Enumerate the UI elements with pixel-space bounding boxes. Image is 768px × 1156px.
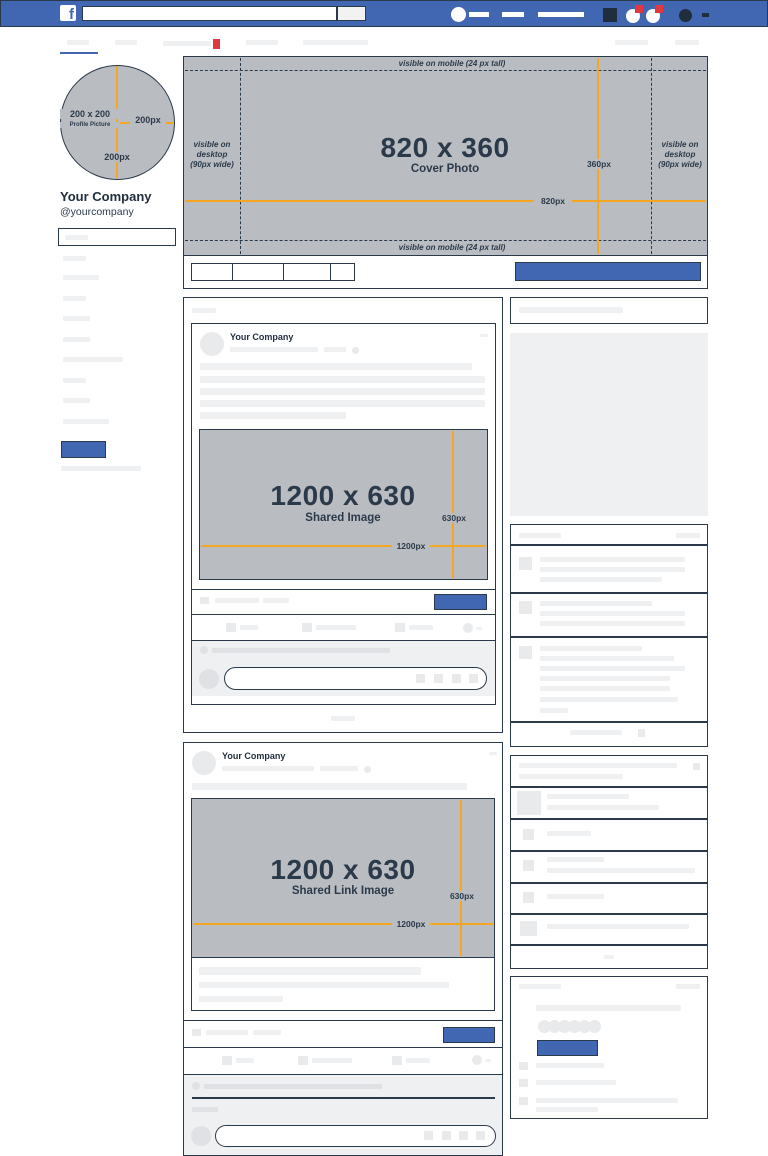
previous-comment [204,1084,382,1089]
camera-icon[interactable] [434,674,443,683]
profile-height-label: 200px [99,152,135,162]
post-avatar[interactable] [192,751,216,775]
boost-post-button[interactable] [434,594,487,610]
left-nav-item[interactable] [63,357,123,362]
card-text [540,697,678,702]
card-text [540,567,685,572]
card-text [540,656,674,661]
card-thumb [523,892,534,903]
card-divider [510,913,708,915]
comment-input[interactable] [224,667,487,690]
post-audience [320,766,358,771]
post-text-line [200,388,485,395]
left-search-placeholder [65,235,88,240]
facebook-logo[interactable]: f [60,5,76,21]
card-thumb [523,829,534,840]
card-title [519,533,561,538]
link-domain [199,996,283,1002]
sticker-icon[interactable] [469,674,478,683]
audience-selector-icon[interactable] [472,1055,482,1065]
globe-icon [364,766,371,773]
profile-size-label: 200 x 200 [60,109,120,119]
post-timestamp [230,347,318,352]
menu-dropdown-icon[interactable] [702,13,709,17]
engagement-text [253,1030,281,1035]
mobile-safe-top-line [185,70,706,71]
messages-badge [635,5,643,13]
search-button[interactable] [337,6,366,21]
tab-publishing[interactable] [303,40,368,45]
card-text [547,868,695,873]
post-options-icon[interactable] [489,752,497,755]
feed-header-text [192,308,216,313]
link-image-caption: Shared Link Image [291,885,395,897]
left-nav-item[interactable] [63,256,86,261]
post-audience [324,347,346,352]
right-top-text [519,307,623,313]
left-nav-item[interactable] [63,378,86,383]
card-divider [510,544,708,546]
invite-friends-button[interactable] [537,1040,598,1056]
link-image-width-label: 1200px [392,919,430,929]
profile-link[interactable] [469,12,489,17]
mobile-top-label: visible on mobile (24 px tall) [398,59,506,68]
card-divider [510,592,708,594]
like-icon[interactable] [222,1056,232,1065]
post-text-line [200,376,485,383]
comment-icon[interactable] [298,1056,308,1065]
card-link[interactable] [676,984,700,989]
globe-icon [352,347,359,354]
audience-chevron-icon[interactable] [485,1059,491,1062]
card-footer-link[interactable] [570,730,622,735]
comment-label[interactable] [316,625,356,630]
card-thumb [519,557,532,570]
help-icon[interactable] [679,9,692,22]
tab-home[interactable] [67,40,89,45]
link-description [199,982,449,988]
comment-avatar [199,669,219,689]
card-text [547,794,629,799]
card-text [547,831,591,836]
card-text [540,686,670,691]
search-input[interactable] [82,6,337,21]
shared-image-height-label: 630px [437,513,471,523]
boost-post-button[interactable] [443,1027,495,1043]
emoji-icon[interactable] [424,1131,433,1140]
mobile-safe-bottom-line [185,240,706,241]
engagement-text [263,598,289,603]
share-label[interactable] [409,625,433,630]
left-nav-item[interactable] [63,296,86,301]
comment-label[interactable] [312,1058,352,1063]
card-divider [510,786,708,788]
notifications-badge [655,5,663,13]
reach-text [206,1030,248,1035]
like-icon[interactable] [226,623,236,632]
call-to-action-button[interactable] [515,262,701,281]
reach-text [215,598,259,603]
card-title [519,763,677,768]
left-nav-item[interactable] [63,398,90,403]
card-text [540,557,685,562]
gif-icon[interactable] [459,1131,468,1140]
card-thumb [517,791,541,815]
comment-icon[interactable] [302,623,312,632]
card-text [540,611,685,616]
link-image-height-line [460,800,462,956]
card-text [547,857,604,862]
post-author[interactable]: Your Company [230,332,294,342]
page-handle[interactable]: @yourcompany [60,206,134,218]
desktop-left-label: visible on desktop (90px wide) [190,140,234,169]
camera-icon[interactable] [442,1131,451,1140]
cover-height-label: 360px [580,159,618,169]
page-name[interactable]: Your Company [60,189,152,204]
avatar-icon[interactable] [451,7,466,22]
list-icon [519,1079,528,1087]
left-nav-item[interactable] [63,316,90,321]
share-button[interactable] [283,263,331,281]
card-close-icon[interactable] [693,763,700,770]
top-nav-bar [0,0,768,27]
shared-image-height-line [452,431,454,578]
post-text-line [200,363,472,370]
card-text [547,924,689,929]
desktop-safe-left-line [240,58,241,254]
audience-selector-icon[interactable] [463,623,473,633]
card-divider [510,818,708,820]
card-thumb [520,921,537,936]
home-link[interactable] [502,12,524,17]
ad-placeholder[interactable] [510,333,708,516]
stats-icon [192,1029,201,1036]
tab-about[interactable] [115,40,137,45]
card-text [540,676,670,681]
tab-badge [213,39,220,49]
card-text [536,1107,598,1112]
post-timestamp [222,766,314,771]
left-nav-item[interactable] [63,275,99,280]
audience-chevron-icon[interactable] [476,627,482,630]
shared-image-width-label: 1200px [392,541,430,551]
stats-icon [200,597,209,604]
post-options-icon[interactable] [480,334,488,337]
see-more-link[interactable] [331,716,355,721]
tab-active-indicator [60,52,98,54]
card-text [540,577,662,582]
shared-image-caption: Shared Image [305,512,381,524]
post-text-line [200,412,346,419]
card-text [540,621,685,626]
tab-notifications[interactable] [163,41,211,46]
reply-text [192,1107,218,1112]
desktop-right-label: visible on desktop (90px wide) [658,140,702,169]
card-divider [510,721,708,723]
find-friends-link[interactable] [538,12,584,17]
more-button[interactable] [330,263,355,281]
post-text-line [200,400,485,407]
friend-avatar [588,1020,601,1033]
card-text [536,1098,678,1103]
card-divider [510,882,708,884]
card-see-all[interactable] [604,955,614,959]
card-divider [510,636,708,638]
comment-input[interactable] [215,1125,496,1147]
left-nav-item[interactable] [63,419,109,424]
comment-avatar [191,1126,211,1146]
card-link[interactable] [676,533,700,538]
profile-width-label: 200px [130,115,166,125]
like-button[interactable] [191,263,233,281]
card-text [536,1063,604,1068]
emoji-icon[interactable] [416,674,425,683]
sticker-icon[interactable] [476,1131,485,1140]
list-icon [519,1062,528,1070]
card-text [540,708,568,713]
left-footer-text [61,466,141,471]
card-text [547,805,659,810]
tab-help[interactable] [675,40,699,45]
shared-image-width-line [201,545,486,547]
card-thumb [523,860,534,871]
tab-settings[interactable] [615,40,648,45]
share-icon[interactable] [392,1056,402,1065]
cover-caption: Cover Photo [410,163,480,175]
cover-size-label: 820 x 360 [380,132,510,163]
card-text [536,1080,616,1085]
left-nav-item[interactable] [63,337,90,342]
card-text [540,666,685,671]
card-thumb [519,646,532,659]
link-title [199,967,421,975]
share-label[interactable] [406,1058,430,1063]
tab-insights[interactable] [246,40,278,45]
card-thumb [519,601,532,614]
cover-width-line [185,200,706,202]
profile-caption: Profile Picture [60,122,120,128]
cover-width-label: 820px [534,196,572,206]
like-label[interactable] [236,1058,254,1063]
previous-comment [212,648,390,653]
card-text [536,1005,681,1011]
link-image-width-line [193,923,493,925]
list-icon [519,1097,528,1105]
follow-button[interactable] [232,263,284,281]
card-footer-icon[interactable] [638,729,645,737]
card-text [540,646,642,651]
commenter-dot [200,646,208,654]
card-divider [510,850,708,852]
friend-requests-icon[interactable] [603,8,617,22]
card-divider [510,944,708,946]
create-page-button[interactable] [61,441,106,458]
post-avatar[interactable] [200,332,224,356]
shared-image-size-label: 1200 x 630 [270,480,416,511]
link-image-size-label: 1200 x 630 [270,854,416,885]
card-text [547,894,604,899]
mobile-bottom-label: visible on mobile (24 px tall) [398,243,506,252]
comment-divider [192,1097,495,1099]
commenter-dot [192,1082,200,1090]
card-title [519,984,561,989]
card-text [540,601,652,606]
like-label[interactable] [240,625,258,630]
post-author[interactable]: Your Company [222,751,286,761]
card-subtitle [519,774,623,779]
link-image-height-label: 630px [445,891,479,901]
gif-icon[interactable] [452,674,461,683]
cover-height-line [597,58,599,254]
post-text-line [192,783,467,790]
share-icon[interactable] [395,623,405,632]
